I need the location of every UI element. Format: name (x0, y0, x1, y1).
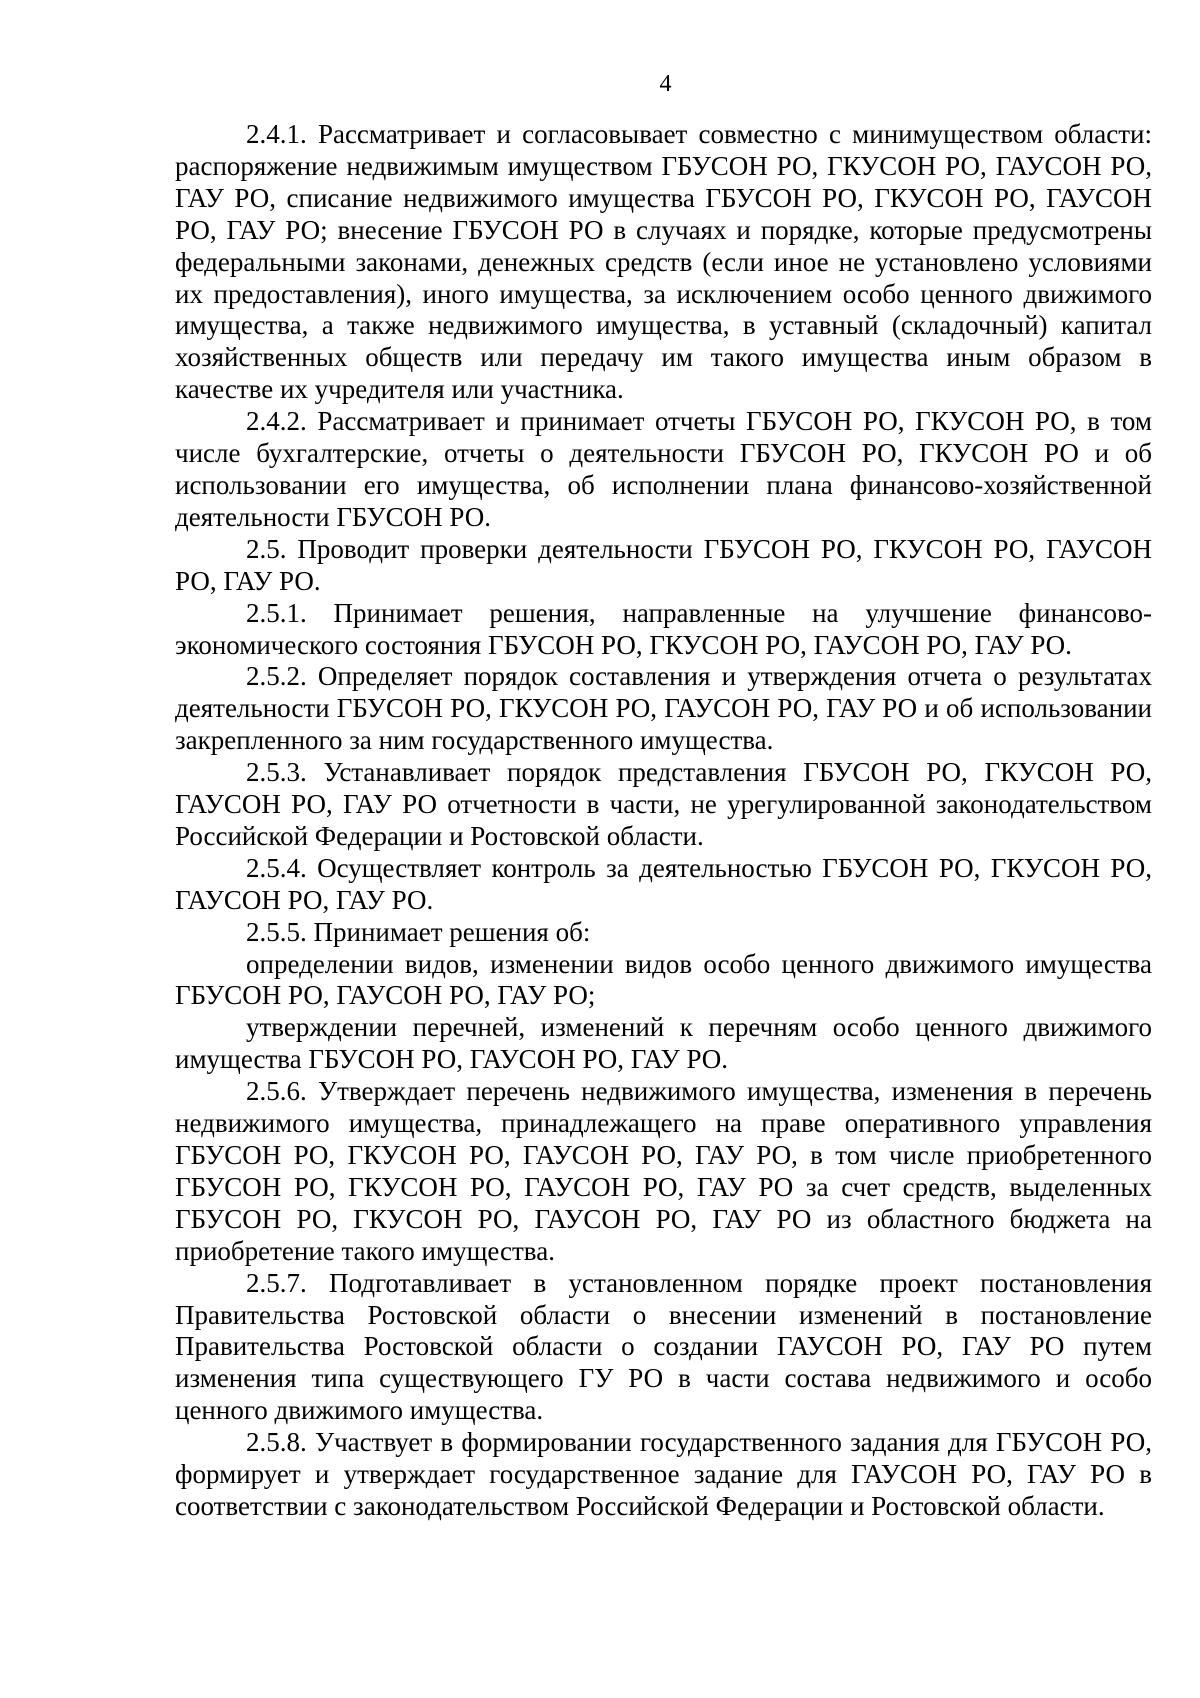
paragraph-2-5-2: 2.5.2. Определяет порядок составления и утверждения отчета о результатах деятельности ГБУСОН РО, ГКУСОН РО, ГАУСОН РО, ГАУ РО и об использовании закрепленного за ним государственного имущества. (175, 661, 1152, 756)
page-number: 4 (659, 71, 672, 97)
paragraph-2-4-2: 2.4.2. Рассматривает и принимает отчеты ГБУСОН РО, ГКУСОН РО, в том числе бухгалтерские, отчеты о деятельности ГБУСОН РО, ГКУСОН РО и об использовании его имущества, об исполнении плана финансово-хозяйственной деятельности ГБУСОН РО. (175, 406, 1152, 532)
paragraph-2-5-7: 2.5.7. Подготавливает в установленном порядке проект постановления Правительства Ростовской области о внесении изменений в постановление Правительства Ростовской области о создании ГАУСОН РО, ГАУ РО путем изменения типа существующего ГУ РО в части состава недвижимого и особо ценного движимого имущества. (175, 1267, 1152, 1426)
paragraph-2-5-3: 2.5.3. Устанавливает порядок представления ГБУСОН РО, ГКУСОН РО, ГАУСОН РО, ГАУ РО отчетности в части, не урегулированной законодательством Российской Федерации и Ростовской области. (175, 757, 1152, 851)
paragraph-2-5-5-item-1: определении видов, изменении видов особо ценного движимого имущества ГБУСОН РО, ГАУСОН РО, ГАУ РО; (175, 948, 1152, 1011)
document-body (175, 119, 1152, 1523)
paragraph-2-4-1: 2.4.1. Рассматривает и согласовывает совместно с минимуществом области: распоряжение недвижимым имуществом ГБУСОН РО, ГКУСОН РО, ГАУСОН РО, ГАУ РО, списание недвижимого имущества ГБУСОН РО, ГКУСОН РО, ГАУСОН РО, ГАУ РО; внесение ГБУСОН РО в случаях и порядке, которые предусмотрены федеральными законами, денежных средств (если иное не установлено условиями их предоставления), иного имущества, за исключением особо ценного движимого имущества, а также недвижимого имущества, в уставный (складочный) капитал хозяйственных обществ или передачу им такого имущества иным образом в качестве их учредителя или участника. (175, 119, 1152, 405)
paragraph-2-5-1: 2.5.1. Принимает решения, направленные на улучшение финансово-экономического состояния ГБУСОН РО, ГКУСОН РО, ГАУСОН РО, ГАУ РО. (175, 597, 1152, 660)
paragraph-2-5-6: 2.5.6. Утверждает перечень недвижимого имущества, изменения в перечень недвижимого имущества, принадлежащего на праве оперативного управления ГБУСОН РО, ГКУСОН РО, ГАУСОН РО, ГАУ РО, в том числе приобретенного ГБУСОН РО, ГКУСОН РО, ГАУСОН РО, ГАУ РО за счет средств, выделенных ГБУСОН РО, ГКУСОН РО, ГАУСОН РО, ГАУ РО из областного бюджета на приобретение такого имущества. (175, 1076, 1152, 1266)
paragraph-2-5-8: 2.5.8. Участвует в формировании государственного задания для ГБУСОН РО, формирует и утверждает государственное задание для ГАУСОН РО, ГАУ РО в соответствии с законодательством Российской Федерации и Ростовской области. (175, 1427, 1152, 1521)
paragraph-2-5-5: 2.5.5. Принимает решения об: (246, 916, 591, 947)
paragraph-2-5: 2.5. Проводит проверки деятельности ГБУСОН РО, ГКУСОН РО, ГАУСОН РО, ГАУ РО. (175, 533, 1152, 596)
paragraph-2-5-4: 2.5.4. Осуществляет контроль за деятельностью ГБУСОН РО, ГКУСОН РО, ГАУСОН РО, ГАУ РО. (175, 852, 1152, 915)
paragraph-2-5-5-item-2: утверждении перечней, изменений к перечням особо ценного движимого имущества ГБУСОН РО, ГАУСОН РО, ГАУ РО. (175, 1012, 1152, 1075)
